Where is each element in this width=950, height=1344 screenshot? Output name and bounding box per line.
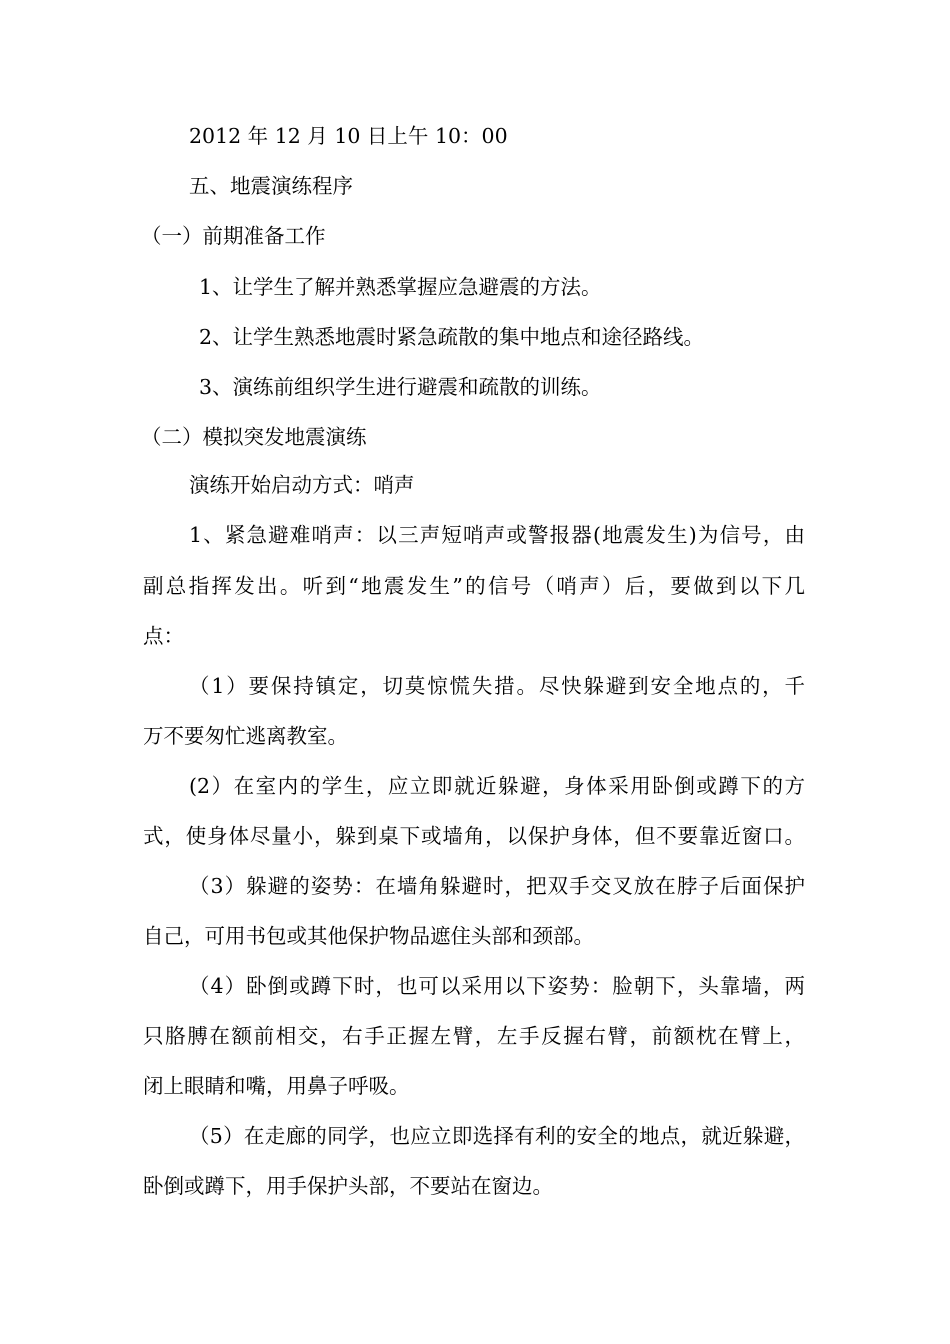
subsection-heading: （二）模拟突发地震演练 (141, 425, 367, 449)
paragraph-line: 1、紧急避难哨声：以三声短哨声或警报器(地震发生)为信号，由 (189, 523, 805, 547)
paragraph-line: 闭上眼睛和嘴，用鼻子呼吸。 (143, 1074, 410, 1098)
date-time-line: 2012 年 12 月 10 日上午 10：00 (189, 124, 508, 148)
paragraph-line: 点： (143, 624, 184, 648)
paragraph-line: 演练开始启动方式：哨声 (189, 473, 415, 497)
paragraph-line: 式，使身体尽量小，躲到桌下或墙角，以保护身体，但不要靠近窗口。 (143, 824, 805, 848)
section-heading: 五、地震演练程序 (189, 174, 353, 198)
paragraph-line: （4）卧倒或蹲下时，也可以采用以下姿势：脸朝下，头靠墙，两 (189, 974, 805, 998)
list-item: 1、让学生了解并熟悉掌握应急避震的方法。 (199, 275, 602, 299)
paragraph-line: 只胳膊在额前相交，右手正握左臂，左手反握右臂，前额枕在臂上， (143, 1024, 805, 1048)
paragraph-line: 副总指挥发出。听到“地震发生”的信号（哨声）后，要做到以下几 (143, 574, 805, 598)
paragraph-line: 万不要匆忙逃离教室。 (143, 724, 348, 748)
list-item: 3、演练前组织学生进行避震和疏散的训练。 (199, 375, 602, 399)
paragraph-line: 自己，可用书包或其他保护物品遮住头部和颈部。 (143, 924, 594, 948)
paragraph-line: (2）在室内的学生，应立即就近躲避，身体采用卧倒或蹲下的方 (189, 774, 805, 798)
paragraph-line: （5）在走廊的同学，也应立即选择有利的安全的地点，就近躲避， (189, 1124, 805, 1148)
subsection-heading: （一）前期准备工作 (141, 224, 326, 248)
list-item: 2、让学生熟悉地震时紧急疏散的集中地点和途径路线。 (199, 325, 705, 349)
paragraph-line: （3）躲避的姿势：在墙角躲避时，把双手交叉放在脖子后面保护 (189, 874, 805, 898)
paragraph-line: （1）要保持镇定，切莫惊慌失措。尽快躲避到安全地点的，千 (189, 674, 805, 698)
paragraph-line: 卧倒或蹲下，用手保护头部，不要站在窗边。 (143, 1174, 553, 1198)
